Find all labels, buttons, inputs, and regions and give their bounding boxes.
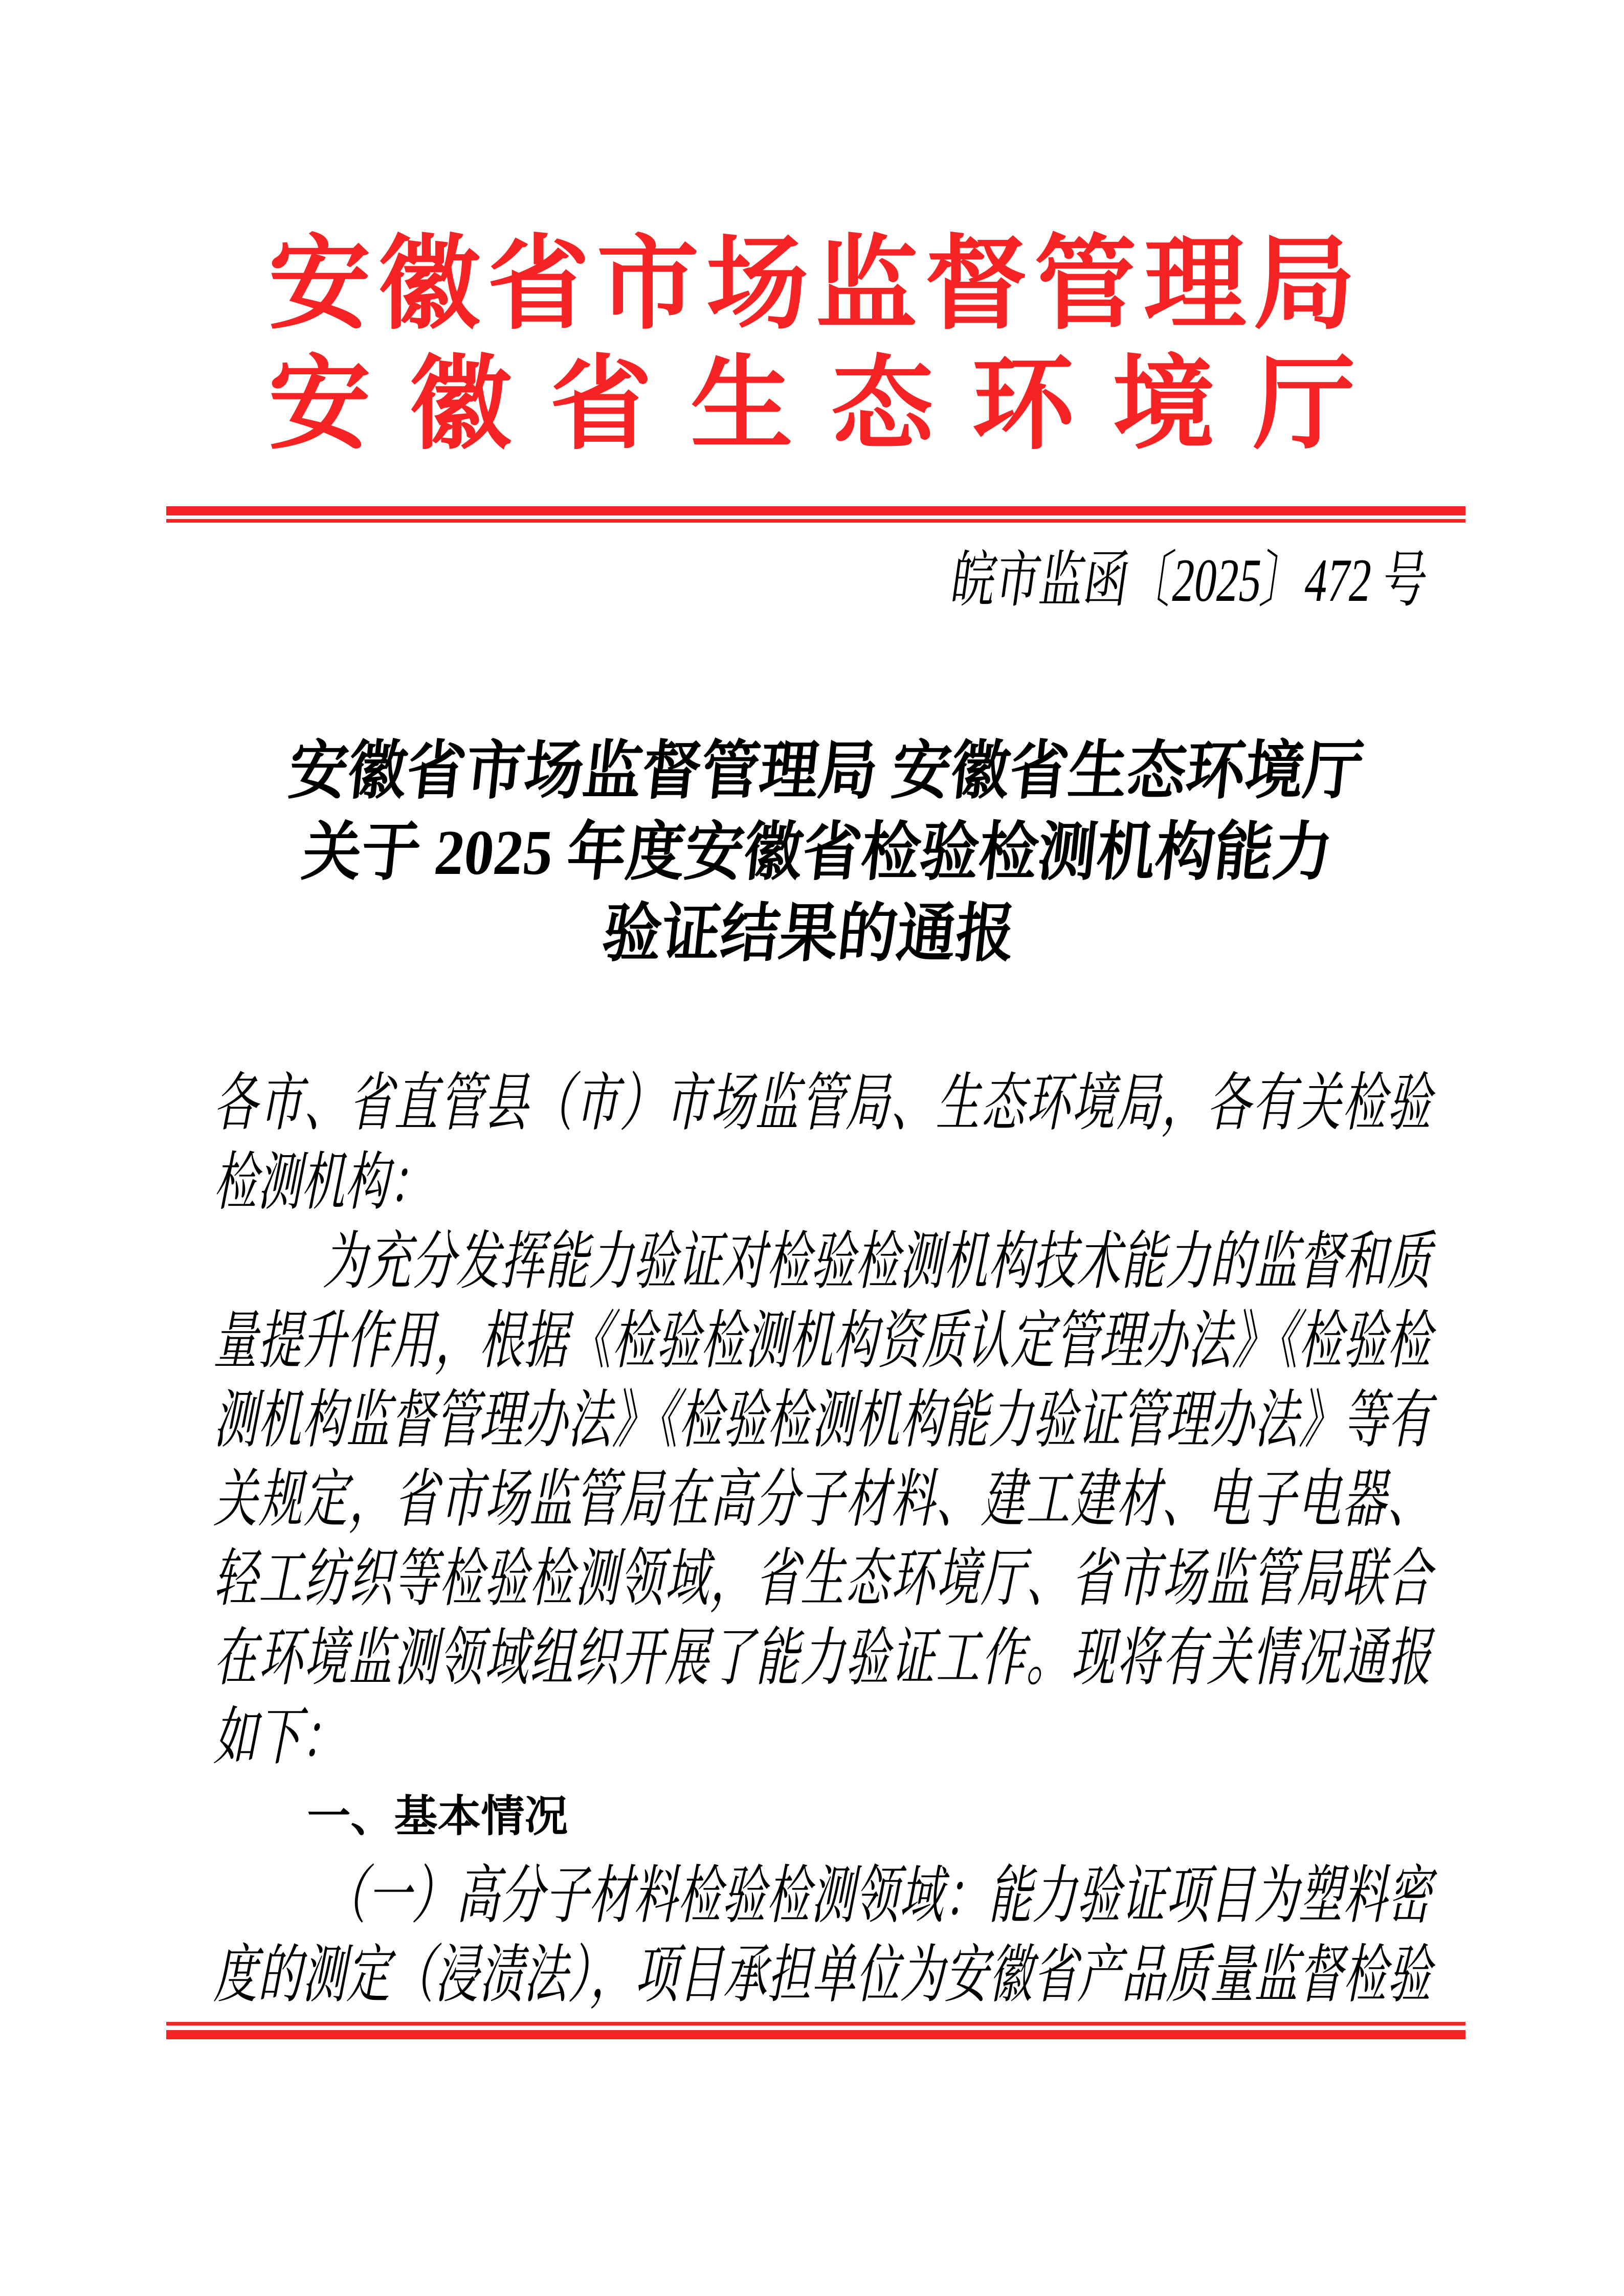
header-rule-thick xyxy=(166,506,1465,515)
body-line: 为充分发挥能力验证对检验检测机构技术能力的监督和质 xyxy=(320,1227,1442,1297)
body-line: 量提升作用，根据《检验检测机构资质认定管理办法》《检验检 xyxy=(210,1306,1442,1376)
masthead-line-1: 安徽省市场监督管理局 xyxy=(269,229,1355,342)
document-body xyxy=(210,1064,1624,2015)
document-number: 皖市监函〔2025〕472 号 xyxy=(947,546,1432,614)
header-rule-thin xyxy=(166,519,1465,523)
masthead xyxy=(0,225,1624,465)
title-line-1: 安徽省市场监督管理局 安徽省生态环境厅 xyxy=(285,736,1367,807)
masthead-line-2: 安徽省生态环境厅 xyxy=(269,349,1355,462)
body-line: 关规定，省市场监管局在高分子材料、建工建材、电子电器、 xyxy=(210,1465,1442,1535)
body-line: 测机构监督管理办法》《检验检测机构能力验证管理办法》等有 xyxy=(210,1385,1442,1455)
body-line: 轻工纺织等检验检测领域，省生态环境厅、省市场监管局联合 xyxy=(210,1544,1442,1614)
body-line: （一）高分子材料检验检测领域：能力验证项目为塑料密 xyxy=(320,1861,1442,1931)
footer-rule-thick xyxy=(166,2030,1465,2039)
body-line: 各市、省直管县（市）市场监管局、生态环境局，各有关检验 xyxy=(210,1068,1442,1138)
body-line: 检测机构： xyxy=(210,1147,443,1218)
section-heading: 一、基本情况 xyxy=(307,1792,568,1841)
body-line: 如下： xyxy=(210,1702,356,1772)
footer-rule-thin xyxy=(166,2022,1465,2025)
body-line: 度的测定（浸渍法），项目承担单位为安徽省产品质量监督检验 xyxy=(210,1940,1442,2010)
title-line-2: 关于 2025 年度安徽省检验检测机构能力 xyxy=(299,818,1336,888)
document-title xyxy=(154,731,1481,975)
title-line-3: 验证结果的通报 xyxy=(599,899,1019,970)
body-line: 在环境监测领域组织开展了能力验证工作。现将有关情况通报 xyxy=(210,1623,1442,1693)
